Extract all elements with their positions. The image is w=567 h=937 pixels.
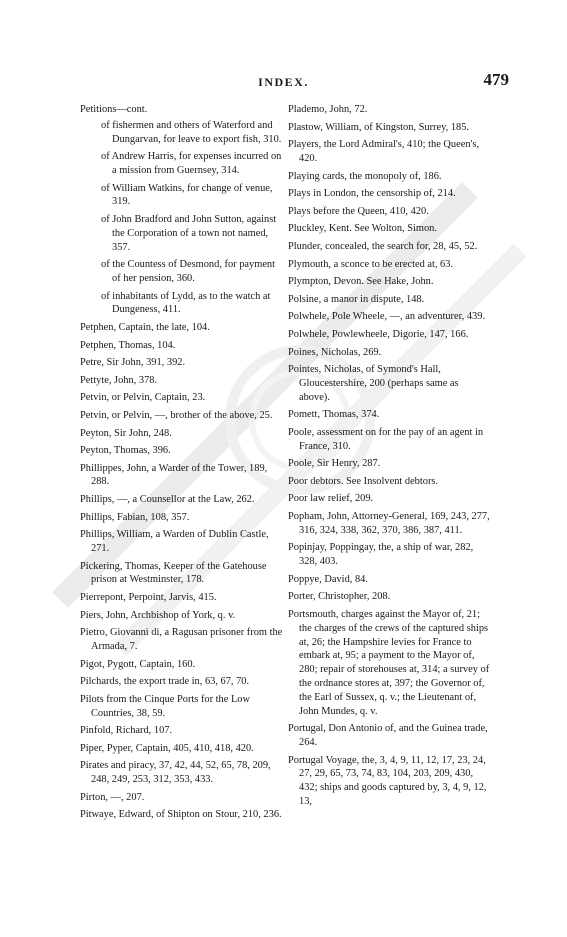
index-column-right bbox=[288, 103, 492, 813]
index-entry: Pilots from the Cinque Ports for the Low Countries, 38, 59. bbox=[80, 693, 250, 719]
index-entry: Petphen, Thomas, 104. bbox=[80, 339, 176, 351]
index-entry: Petvin, or Pelvin, Captain, 23. bbox=[80, 392, 206, 404]
index-entry: Poines, Nicholas, 269. bbox=[288, 346, 382, 358]
index-entry: Pinfold, Richard, 107. bbox=[80, 725, 173, 737]
index-entry: Pigot, Pygott, Captain, 160. bbox=[80, 658, 196, 670]
index-entry: of fishermen and others of Waterford and Dungarvan, for leave to export fish, 310. bbox=[101, 119, 282, 145]
index-entry: Petvin, or Pelvin, —, brother of the above, 25. bbox=[80, 409, 273, 421]
index-entry: Plays before the Queen, 410, 420. bbox=[288, 205, 429, 217]
running-head: INDEX. bbox=[258, 75, 309, 89]
index-entry: Polsine, a manor in dispute, 148. bbox=[288, 293, 425, 305]
index-entry: Plympton, Devon. See Hake, John. bbox=[288, 276, 434, 288]
index-entry: Plymouth, a sconce to be erected at, 63. bbox=[288, 258, 454, 270]
index-entry: Popinjay, Poppingay, the, a ship of war, 282, 328, 403. bbox=[288, 542, 474, 568]
index-entry: Phillips, Fabian, 108, 357. bbox=[80, 511, 190, 523]
index-column-left bbox=[80, 103, 284, 826]
index-entry: Portsmouth, charges against the Mayor of, 21; the charges of the crews of the captured ships at, 26; the Hampshire levies for France to embark at, 95; a payment to the Mayor of, 280; repair of storehouses at, 314; a survey of the ordnance stores at, 397; the Governor of, the Earl of Sussex, q. v.; the Lieutenant of, John Mundes, q. v. bbox=[288, 609, 490, 717]
index-entry: of the Countess of Desmond, for payment of her pension, 360. bbox=[101, 259, 276, 284]
index-entry: Phillippes, John, a Warder of the Tower, 189, 288. bbox=[80, 462, 268, 488]
index-entry: Poor debtors. See Insolvent debtors. bbox=[288, 475, 439, 487]
index-entry: Poole, Sir Henry, 287. bbox=[288, 458, 381, 470]
index-entry: Plunder, concealed, the search for, 28, 45, 52. bbox=[288, 240, 478, 252]
index-entry: Pickering, Thomas, Keeper of the Gatehouse prison at Westminster, 178. bbox=[80, 560, 267, 586]
page-number: 479 bbox=[483, 70, 509, 89]
index-entry: Players, the Lord Admiral's, 410; the Queen's, 420. bbox=[288, 139, 480, 164]
index-entry: Pirates and piracy, 37, 42, 44, 52, 65, 78, 209, 248, 249, 253, 312, 353, 433. bbox=[80, 760, 271, 786]
index-entry: Piers, John, Archbishop of York, q. v. bbox=[80, 609, 236, 621]
index-entry: Pilchards, the export trade in, 63, 67, 70. bbox=[80, 676, 250, 688]
index-entry: Piper, Pyper, Captain, 405, 410, 418, 420. bbox=[80, 742, 254, 754]
index-entry: Plademo, John, 72. bbox=[288, 104, 368, 115]
index-entry: Poppye, David, 84. bbox=[288, 573, 368, 585]
index-entry: Pluckley, Kent. See Wolton, Simon. bbox=[288, 223, 437, 235]
index-entry: Phillips, —, a Counsellor at the Law, 262. bbox=[80, 494, 255, 506]
index-entry: of John Bradford and John Sutton, against the Corporation of a town not named, 357. bbox=[101, 213, 277, 253]
index-entry: Polwhele, Pole Wheele, —, an adventurer, 439. bbox=[288, 311, 486, 323]
index-entry: Pierrepont, Perpoint, Jarvis, 415. bbox=[80, 592, 217, 604]
index-entry: of Andrew Harris, for expenses incurred on a mission from Guernsey, 314. bbox=[101, 151, 282, 176]
index-entry: Phillips, William, a Warden of Dublin Castle, 271. bbox=[80, 529, 269, 555]
index-entry: Plays in London, the censorship of, 214. bbox=[288, 188, 456, 200]
index-entry: Popham, John, Attorney-General, 169, 243, 277, 316, 324, 338, 362, 370, 386, 387, 411. bbox=[288, 511, 490, 536]
index-entry: Peyton, Sir John, 248. bbox=[80, 427, 172, 439]
index-entry: Pitwaye, Edward, of Shipton on Stour, 210, 236. bbox=[80, 809, 282, 821]
index-entry: Porter, Christopher, 208. bbox=[288, 591, 391, 603]
index-entry: Playing cards, the monopoly of, 186. bbox=[288, 170, 442, 182]
index-entry: Plastow, William, of Kingston, Surrey, 185. bbox=[288, 121, 470, 133]
index-entry: Pietro, Giovanni di, a Ragusan prisoner from the Armada, 7. bbox=[80, 627, 283, 653]
index-entry: Pirton, —, 207. bbox=[80, 791, 145, 803]
index-entry: Poole, assessment on for the pay of an agent in France, 310. bbox=[288, 426, 484, 452]
index-entry: Peyton, Thomas, 396. bbox=[80, 445, 171, 457]
page-header bbox=[0, 70, 567, 94]
index-entry: of inhabitants of Lydd, as to the watch at Dungeness, 411. bbox=[101, 290, 271, 316]
index-entry: Polwhele, Powlewheele, Digorie, 147, 166. bbox=[288, 328, 469, 340]
index-entry: Petitions—cont. bbox=[80, 104, 148, 115]
index-entry: Pomett, Thomas, 374. bbox=[288, 409, 380, 421]
index-entry: Portugal, Don Antonio of, and the Guinea trade, 264. bbox=[288, 723, 488, 748]
index-entry: of William Watkins, for change of venue, 319. bbox=[101, 182, 273, 208]
index-entry: Pointes, Nicholas, of Symond's Hall, Gloucestershire, 200 (perhaps same as above). bbox=[288, 364, 459, 403]
index-entry: Poor law relief, 209. bbox=[288, 493, 374, 505]
index-entry: Portugal Voyage, the, 3, 4, 9, 11, 12, 17, 23, 24, 27, 29, 65, 73, 74, 83, 104, 203, 209, 430, 432; ships and goods captured by, 3, 4, 9, 12, 13, bbox=[288, 754, 487, 807]
index-entry: Pettyte, John, 378. bbox=[80, 374, 158, 386]
index-entry: Petre, Sir John, 391, 392. bbox=[80, 357, 186, 369]
index-entry: Petphen, Captain, the late, 104. bbox=[80, 321, 210, 333]
